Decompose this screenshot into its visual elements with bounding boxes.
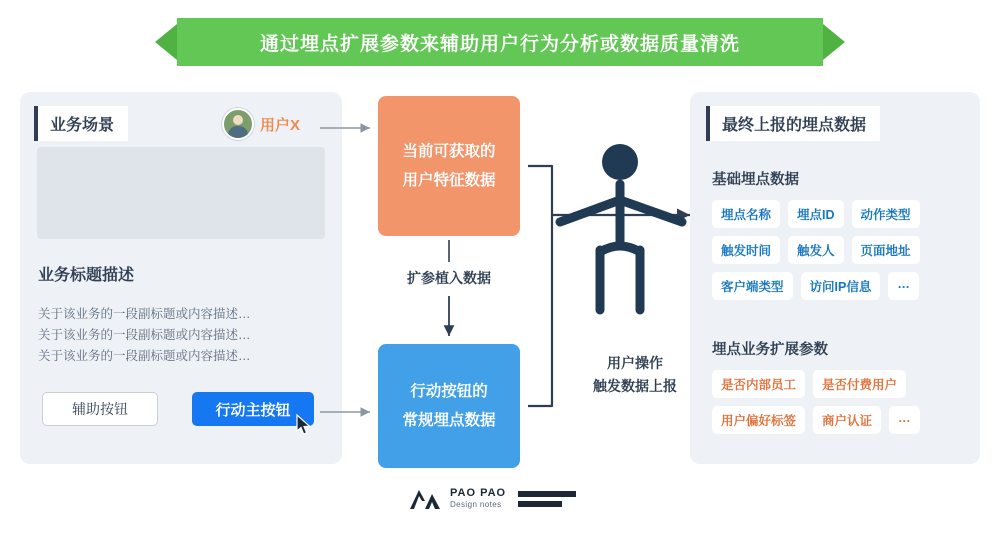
- basic-data-section-title: 基础埋点数据: [712, 172, 799, 188]
- tag-item: 触发时间: [712, 236, 780, 264]
- description-line: 关于该业务的一段副标题或内容描述…: [38, 328, 251, 342]
- tag-item: 埋点名称: [712, 200, 780, 228]
- extended-params-tags: [712, 370, 964, 434]
- tag-item: …: [888, 272, 919, 300]
- logo-line1: PAO PAO: [450, 487, 507, 499]
- banner-right-tail: [823, 24, 845, 60]
- user-avatar: [222, 108, 254, 140]
- secondary-button[interactable]: 辅助按钮: [42, 392, 158, 426]
- tag-item: 动作类型: [852, 200, 920, 228]
- tag-item: …: [889, 406, 920, 434]
- banner-body: [177, 18, 823, 66]
- banner-left-tail: [155, 24, 177, 60]
- tag-item: 访问IP信息: [801, 272, 881, 300]
- user-chip: [222, 108, 300, 140]
- tag-item: 商户认证: [813, 406, 881, 434]
- description-line: 关于该业务的一段副标题或内容描述…: [38, 307, 251, 321]
- business-description: [38, 304, 328, 367]
- description-line: 关于该业务的一段副标题或内容描述…: [38, 349, 251, 363]
- orange-box-line2: 用户特征数据: [402, 172, 496, 189]
- banner-title: 通过埋点扩展参数来辅助用户行为分析或数据质量清洗: [259, 33, 740, 55]
- business-scene-panel: [20, 92, 342, 464]
- logo-bars: [518, 491, 576, 507]
- tag-item: 是否付费用户: [813, 370, 906, 398]
- orange-box-line1: 当前可获取的: [402, 143, 496, 160]
- logo-text: [450, 488, 506, 510]
- business-title: 业务标题描述: [38, 267, 135, 284]
- reported-data-heading: 最终上报的埋点数据: [706, 106, 880, 141]
- paopao-logo-icon: [408, 488, 442, 510]
- tag-item: 触发人: [788, 236, 844, 264]
- user-label: 用户X: [260, 116, 301, 134]
- tag-item: 埋点ID: [788, 200, 844, 228]
- business-scene-heading: 业务场景: [34, 106, 128, 141]
- basic-data-tags: [712, 200, 964, 300]
- user-operation-label: [560, 352, 710, 398]
- user-feature-data-box: [378, 96, 520, 236]
- image-placeholder: [37, 147, 325, 239]
- extended-params-section-title: 埋点业务扩展参数: [712, 342, 828, 358]
- cursor-click-icon: [294, 414, 316, 438]
- inject-params-label: 扩参植入数据: [407, 270, 491, 286]
- footer-logo: [408, 488, 576, 510]
- primary-action-button[interactable]: 行动主按钮: [192, 392, 314, 426]
- banner: [155, 18, 845, 66]
- tag-item: 页面地址: [852, 236, 920, 264]
- operation-line1: 用户操作: [607, 355, 663, 371]
- logo-line2: Design notes: [450, 500, 502, 509]
- tag-item: 用户偏好标签: [712, 406, 805, 434]
- blue-box-line1: 行动按钮的: [410, 383, 488, 400]
- button-tracking-data-box: [378, 344, 520, 468]
- tag-item: 是否内部员工: [712, 370, 805, 398]
- operation-line2: 触发数据上报: [593, 378, 677, 394]
- blue-box-line2: 常规埋点数据: [402, 412, 496, 429]
- tag-item: 客户端类型: [712, 272, 793, 300]
